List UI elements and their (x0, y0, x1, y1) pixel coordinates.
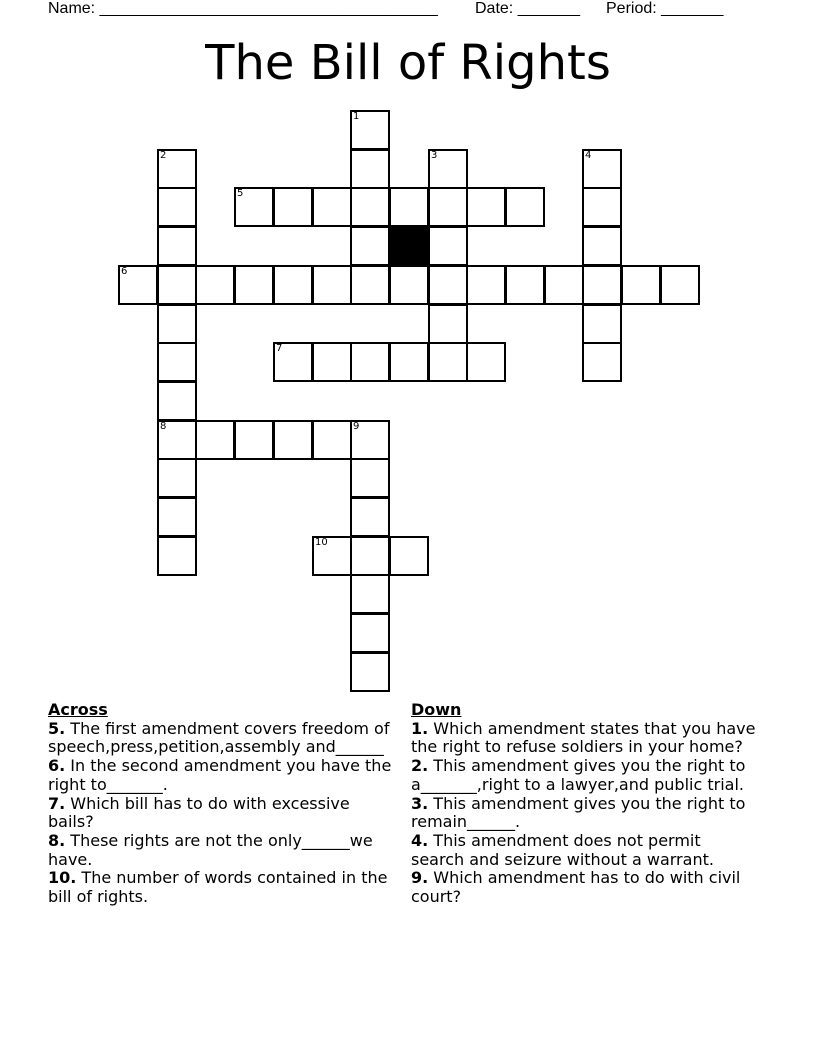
grid-cell[interactable] (582, 226, 622, 266)
grid-cell[interactable] (157, 381, 197, 421)
cell-number: 9 (353, 421, 360, 432)
grid-cell[interactable] (582, 265, 622, 305)
grid-cell[interactable] (350, 420, 390, 460)
grid-cell[interactable] (350, 342, 390, 382)
cell-number: 4 (585, 150, 592, 161)
across-clues (48, 701, 393, 907)
grid-cell[interactable] (157, 536, 197, 576)
grid-cell[interactable] (157, 149, 197, 189)
clue-number: 2. (411, 756, 429, 776)
cell-number: 7 (276, 343, 283, 354)
cell-number: 1 (353, 111, 360, 122)
grid-cell[interactable] (234, 420, 274, 460)
grid-cell[interactable] (312, 342, 352, 382)
period-field-label: Period: _______ (606, 0, 724, 17)
grid-cell[interactable] (273, 187, 313, 227)
clue-down-9 (411, 869, 756, 906)
grid-cell[interactable] (157, 226, 197, 266)
grid-cell[interactable] (582, 149, 622, 189)
grid-cell[interactable] (195, 420, 235, 460)
clue-text: Which bill has to do with excessive bails? (48, 793, 350, 832)
clue-down-1 (411, 720, 756, 757)
grid-cell[interactable] (428, 149, 468, 189)
clue-number: 7. (48, 793, 66, 813)
grid-cell[interactable] (582, 304, 622, 344)
blocked-cell (389, 226, 429, 266)
grid-cell[interactable] (621, 265, 661, 305)
clue-text: Which amendment states that you have the right to refuse soldiers in your home? (411, 718, 756, 757)
grid-cell[interactable] (350, 652, 390, 692)
grid-cell[interactable] (350, 458, 390, 498)
grid-cell[interactable] (273, 342, 313, 382)
grid-cell[interactable] (157, 342, 197, 382)
clue-number: 4. (411, 830, 429, 850)
cell-number: 10 (315, 537, 328, 548)
cell-number: 5 (237, 188, 244, 199)
clue-text: In the second amendment you have the right to_______. (48, 756, 392, 794)
grid-cell[interactable] (428, 226, 468, 266)
clue-number: 5. (48, 718, 66, 738)
grid-cell[interactable] (312, 265, 352, 305)
clue-down-4 (411, 832, 756, 869)
grid-cell[interactable] (544, 265, 584, 305)
clue-number: 1. (411, 718, 429, 738)
grid-cell[interactable] (389, 187, 429, 227)
clue-across-7 (48, 795, 393, 832)
clue-text: This amendment gives you the right to a_______,right to a lawyer,and public trial. (411, 756, 746, 794)
grid-cell[interactable] (350, 265, 390, 305)
grid-cell[interactable] (157, 187, 197, 227)
grid-cell[interactable] (350, 536, 390, 576)
grid-cell[interactable] (350, 226, 390, 266)
grid-cell[interactable] (350, 497, 390, 537)
across-heading: Across (48, 700, 108, 719)
grid-cell[interactable] (505, 265, 545, 305)
grid-cell[interactable] (350, 574, 390, 614)
grid-cell[interactable] (466, 342, 506, 382)
clue-number: 8. (48, 830, 66, 850)
date-field-label: Date: _______ (475, 0, 580, 17)
grid-cell[interactable] (466, 265, 506, 305)
grid-cell[interactable] (312, 187, 352, 227)
grid-cell[interactable] (505, 187, 545, 227)
down-clues (411, 701, 756, 907)
down-heading: Down (411, 700, 462, 719)
grid-cell[interactable] (273, 265, 313, 305)
clue-across-10 (48, 869, 393, 906)
clue-across-6 (48, 757, 393, 794)
name-field-label: Name: ______________________________________ (48, 0, 438, 17)
grid-cell[interactable] (466, 187, 506, 227)
grid-cell[interactable] (582, 342, 622, 382)
grid-cell[interactable] (157, 420, 197, 460)
grid-cell[interactable] (660, 265, 700, 305)
clue-text: This amendment gives you the right to remain______. (411, 793, 746, 832)
grid-cell[interactable] (157, 304, 197, 344)
grid-cell[interactable] (234, 265, 274, 305)
grid-cell[interactable] (428, 304, 468, 344)
grid-cell[interactable] (273, 420, 313, 460)
grid-cell[interactable] (582, 187, 622, 227)
grid-cell[interactable] (350, 613, 390, 653)
grid-cell[interactable] (350, 149, 390, 189)
grid-cell[interactable] (157, 265, 197, 305)
clue-text: These rights are not the only______we have. (48, 830, 373, 869)
clue-number: 9. (411, 868, 429, 888)
page-title: The Bill of Rights (205, 35, 611, 91)
grid-cell[interactable] (389, 265, 429, 305)
clue-text: The number of words contained in the bill of rights. (48, 868, 388, 907)
grid-cell[interactable] (428, 187, 468, 227)
grid-cell[interactable] (195, 265, 235, 305)
cell-number: 2 (160, 150, 167, 161)
grid-cell[interactable] (350, 110, 390, 150)
clue-text: This amendment does not permit search and seizure without a warrant. (411, 830, 714, 869)
grid-cell[interactable] (350, 187, 390, 227)
grid-cell[interactable] (234, 187, 274, 227)
grid-cell[interactable] (428, 265, 468, 305)
grid-cell[interactable] (118, 265, 158, 305)
grid-cell[interactable] (157, 497, 197, 537)
clue-number: 6. (48, 756, 66, 776)
cell-number: 3 (431, 150, 438, 161)
grid-cell[interactable] (389, 342, 429, 382)
cell-number: 6 (121, 266, 128, 277)
clue-number: 3. (411, 793, 429, 813)
grid-cell[interactable] (312, 420, 352, 460)
grid-cell[interactable] (428, 342, 468, 382)
grid-cell[interactable] (157, 458, 197, 498)
clue-down-2 (411, 757, 756, 794)
clue-number: 10. (48, 868, 77, 888)
clue-text: Which amendment has to do with civil court? (411, 868, 741, 907)
clue-across-5 (48, 720, 393, 757)
grid-cell[interactable] (389, 536, 429, 576)
clue-across-8 (48, 832, 393, 869)
grid-cell[interactable] (312, 536, 352, 576)
clue-down-3 (411, 795, 756, 832)
clue-text: The first amendment covers freedom of speech,press,petition,assembly and______ (48, 718, 390, 757)
cell-number: 8 (160, 421, 167, 432)
